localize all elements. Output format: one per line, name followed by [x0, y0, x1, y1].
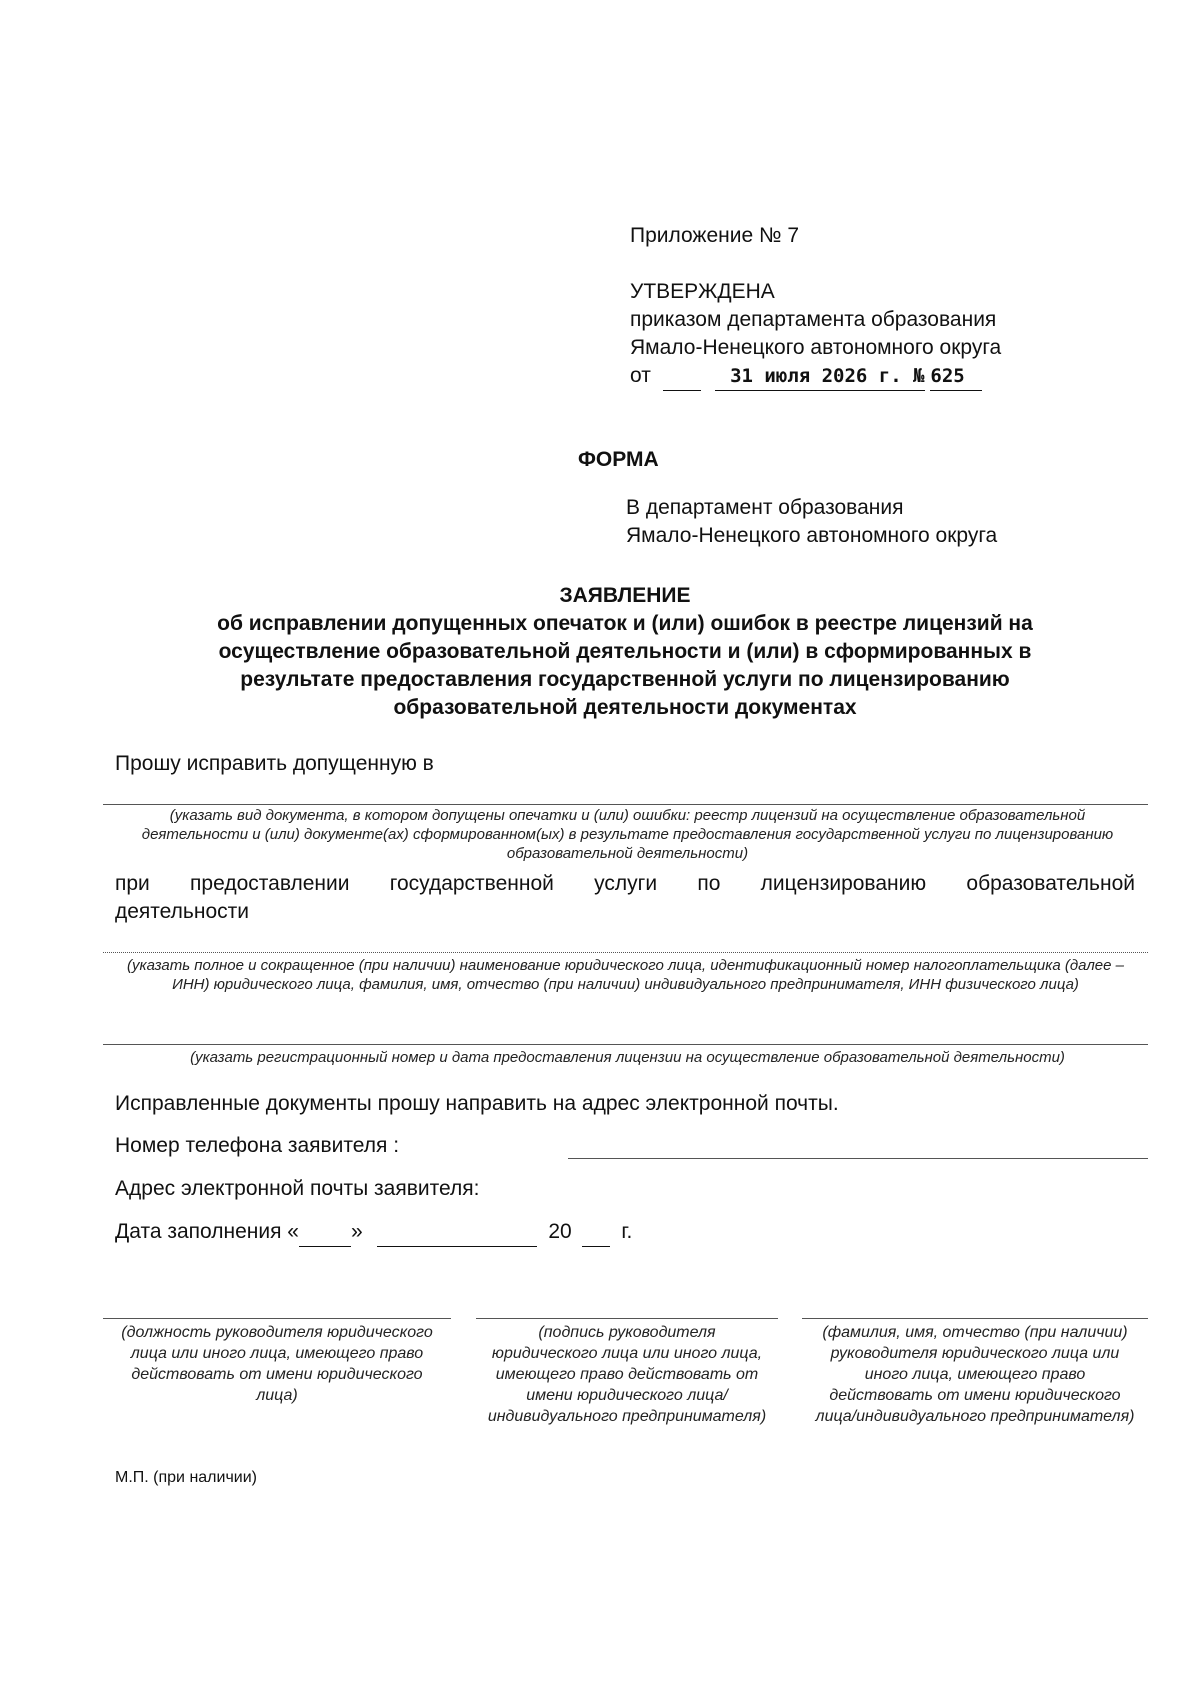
document-title [100, 582, 1150, 722]
full-name-note: (фамилия, имя, отчество (при наличии) руководителя юридического лица или иного лица, имеющего право действовать от имени юридического лица/индивидуального предпринимателя) [815, 1324, 1135, 1425]
service-text-line-1: при предоставлении государственной услуги по лицензированию образовательной [115, 872, 1135, 895]
addressee-line-1: В департамент образования [626, 496, 904, 519]
applicant-line [103, 952, 1148, 953]
appendix-label: Приложение № 7 [630, 224, 800, 247]
form-label: ФОРМА [578, 448, 659, 471]
service-text-line-2: деятельности [115, 900, 249, 923]
license-line [103, 1044, 1148, 1045]
title-main: ЗАЯВЛЕНИЕ [559, 584, 691, 607]
signature-line[interactable] [476, 1318, 778, 1319]
approved-by-order: приказом департамента образования [630, 308, 997, 331]
fill-date-month-field[interactable] [377, 1218, 537, 1247]
position-note: (должность руководителя юридического лица или иного лица, имеющего право действовать от имени юридического лица) [121, 1324, 433, 1404]
stamp-label: М.П. (при наличии) [115, 1469, 257, 1486]
approved-region: Ямало-Ненецкого автономного округа [630, 336, 1002, 359]
fill-date-day-field[interactable] [299, 1218, 351, 1247]
fill-date-year-field[interactable] [582, 1218, 610, 1247]
full-name-line[interactable] [802, 1318, 1148, 1319]
title-line-1: об исправлении допущенных опечаток и (или) ошибок в реестре лицензий на [217, 612, 1033, 635]
order-date-line [630, 362, 982, 391]
approved-label: УТВЕРЖДЕНА [630, 280, 775, 303]
order-from-label: от [630, 364, 651, 387]
document-type-note: (указать вид документа, в котором допущены опечатки и (или) ошибки: реестр лицензий на осуществление образовательной деятельности и (или) документе(ах) сформированном(ых) в результате предоставления государственной услуги по лицензированию образовательной деятельности) [141, 807, 1114, 862]
order-date: 31 июля 2026 г. № [715, 362, 925, 391]
fill-date-suffix: г. [621, 1220, 633, 1243]
order-day-blank [663, 362, 701, 391]
document-type-line [103, 804, 1148, 805]
send-documents-text: Исправленные документы прошу направить на адрес электронной почты. [115, 1092, 839, 1115]
email-label: Адрес электронной почты заявителя: [115, 1177, 480, 1200]
title-line-2: осуществление образовательной деятельности и (или) в сформированных в [218, 640, 1032, 663]
license-note: (указать регистрационный номер и дата предоставления лицензии на осуществление образовательной деятельности) [190, 1049, 1065, 1066]
phone-field[interactable] [568, 1158, 1148, 1159]
fill-date-line [115, 1218, 632, 1247]
phone-label: Номер телефона заявителя : [115, 1134, 400, 1157]
addressee-line-2: Ямало-Ненецкого автономного округа [626, 524, 998, 547]
order-number: 625 [930, 362, 982, 391]
applicant-note: (указать полное и сокращенное (при наличии) наименование юридического лица, идентификационный номер налогоплательщика (далее – ИНН) юридического лица, фамилия, имя, отчество (при наличии) индивидуального предпринимателя, ИНН физического лица) [127, 957, 1124, 993]
signature-note: (подпись руководителя юридического лица или иного лица, имеющего право действовать от имени юридического лица/индивидуального предпринимателя) [487, 1324, 767, 1425]
request-text: Прошу исправить допущенную в [115, 752, 434, 775]
fill-date-prefix: Дата заполнения « [115, 1220, 299, 1243]
title-line-4: образовательной деятельности документах [393, 696, 857, 719]
position-line[interactable] [103, 1318, 451, 1319]
fill-date-mid: » [350, 1220, 363, 1243]
fill-date-year-prefix: 20 [548, 1220, 572, 1243]
title-line-3: результате предоставления государственной услуги по лицензированию [240, 668, 1010, 691]
